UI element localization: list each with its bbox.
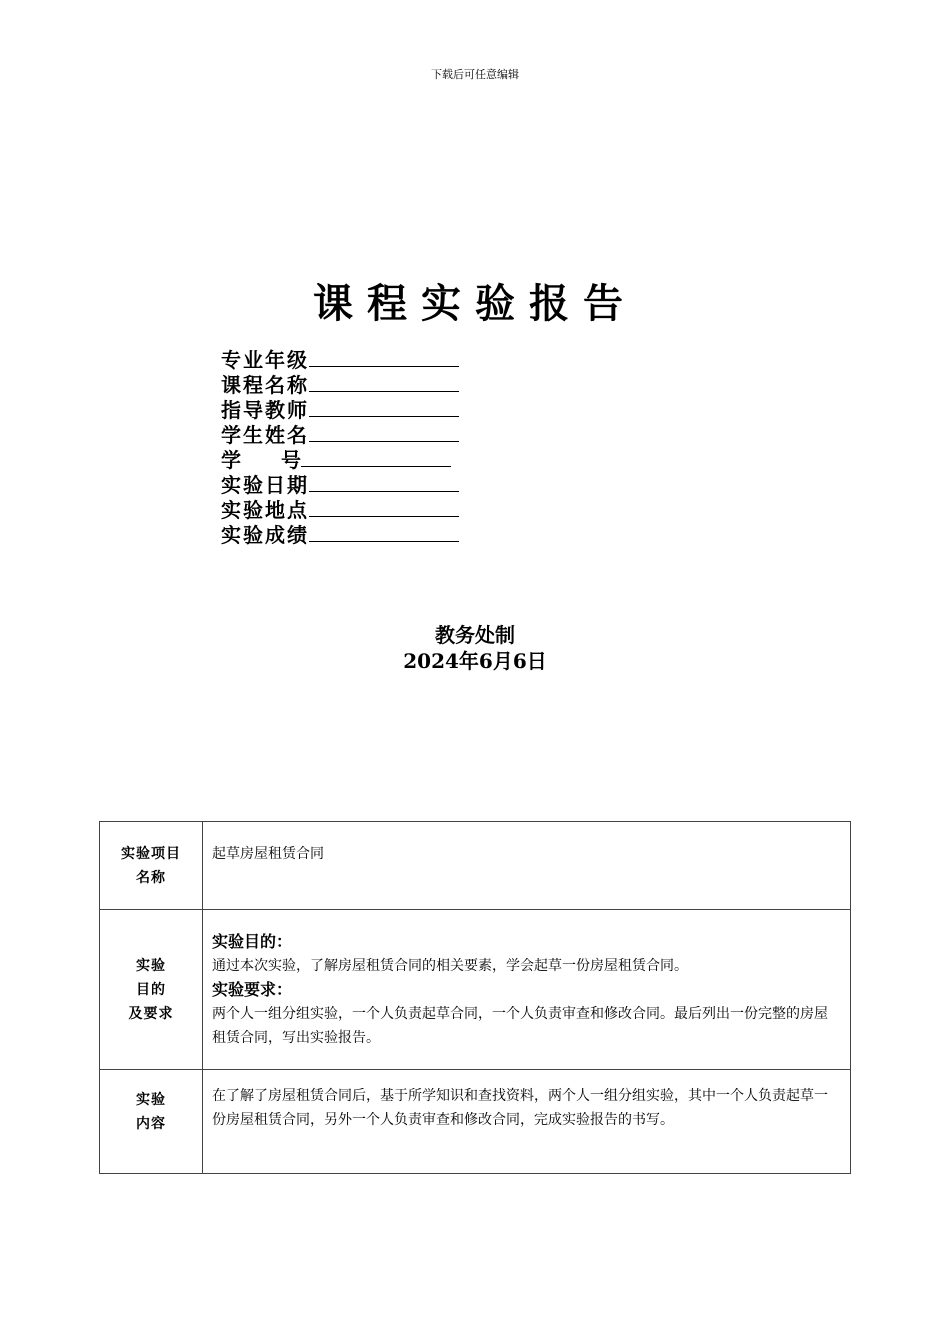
field-exp-location bbox=[221, 498, 459, 523]
label-line: 实验项目 bbox=[121, 845, 181, 862]
field-label: 学 号 bbox=[221, 448, 301, 472]
field-student-id bbox=[221, 448, 459, 473]
footer-block bbox=[0, 622, 950, 674]
label-line: 名称 bbox=[136, 869, 166, 886]
field-label: 课程名称 bbox=[221, 373, 309, 397]
field-exp-score bbox=[221, 523, 459, 548]
field-instructor bbox=[221, 398, 459, 423]
header-note: 下载后可任意编辑 bbox=[431, 68, 519, 81]
content-text: 在了解了房屋租赁合同后，基于所学知识和查找资料，两个人一组分组实验，其中一个人负责起草一份房屋租赁合同，另外一个人负责审查和修改合同，完成实验报告的书写。 bbox=[212, 1088, 828, 1128]
fill-line[interactable] bbox=[309, 498, 459, 517]
issue-date: 2024年6月6日 bbox=[403, 649, 547, 673]
field-student-name bbox=[221, 423, 459, 448]
requirement-heading: 实验要求： bbox=[212, 979, 293, 999]
fill-line[interactable] bbox=[309, 373, 459, 392]
fill-line[interactable] bbox=[309, 398, 459, 417]
field-exp-date bbox=[221, 473, 459, 498]
row-label bbox=[100, 1070, 203, 1174]
label-line: 实验 bbox=[136, 957, 166, 974]
project-name-cell[interactable] bbox=[203, 822, 851, 910]
purpose-heading: 实验目的： bbox=[212, 931, 293, 951]
requirement-text: 两个人一组分组实验，一个人负责起草合同，一个人负责审查和修改合同。最后列出一份完整的房屋租赁合同，写出实验报告。 bbox=[212, 1005, 828, 1046]
field-label: 实验地点 bbox=[221, 498, 309, 522]
report-title: 课程实验报告 bbox=[313, 281, 637, 327]
table-row bbox=[100, 1070, 851, 1174]
table-row bbox=[100, 822, 851, 910]
field-major-grade bbox=[221, 348, 459, 373]
table-row bbox=[100, 910, 851, 1070]
content-cell[interactable] bbox=[203, 1070, 851, 1174]
field-label: 实验成绩 bbox=[221, 523, 309, 547]
row-label bbox=[100, 910, 203, 1070]
label-line: 及要求 bbox=[128, 1005, 174, 1022]
info-fields bbox=[221, 348, 459, 548]
report-table bbox=[99, 821, 851, 1174]
field-label: 实验日期 bbox=[221, 473, 309, 497]
field-course-name bbox=[221, 373, 459, 398]
fill-line[interactable] bbox=[301, 448, 451, 467]
fill-line[interactable] bbox=[309, 523, 459, 542]
field-label: 学生姓名 bbox=[221, 423, 309, 447]
field-label: 指导教师 bbox=[221, 398, 309, 422]
label-line: 内容 bbox=[136, 1116, 166, 1132]
purpose-text: 通过本次实验，了解房屋租赁合同的相关要素，学会起草一份房屋租赁合同。 bbox=[212, 957, 688, 974]
row-label bbox=[100, 822, 203, 910]
label-line: 实验 bbox=[136, 1092, 166, 1108]
issuing-office: 教务处制 bbox=[435, 623, 515, 647]
fill-line[interactable] bbox=[309, 473, 459, 492]
purpose-cell[interactable] bbox=[203, 910, 851, 1070]
fill-line[interactable] bbox=[309, 423, 459, 442]
label-line: 目的 bbox=[136, 981, 166, 998]
fill-line[interactable] bbox=[309, 348, 459, 367]
project-name-text: 起草房屋租赁合同 bbox=[212, 845, 324, 862]
field-label: 专业年级 bbox=[221, 348, 309, 372]
